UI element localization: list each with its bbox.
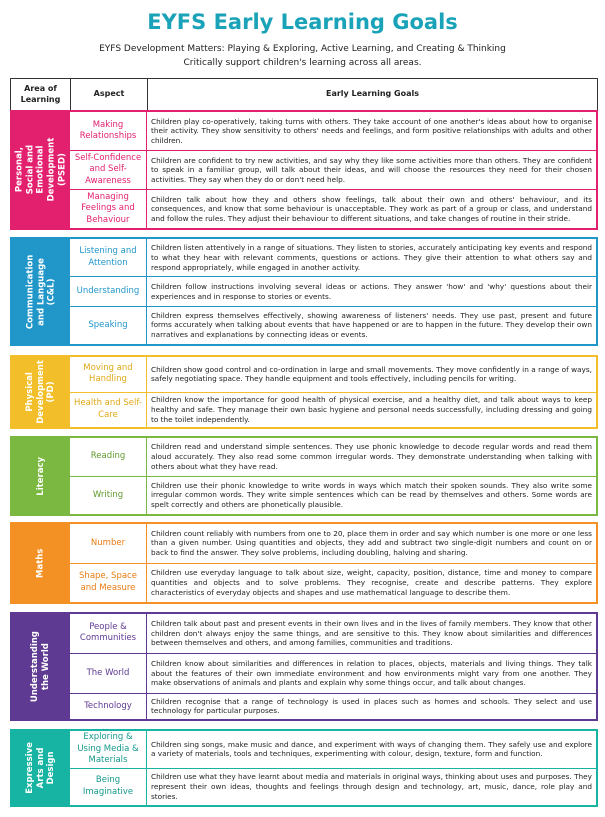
aspect-label: Self-Confidence and Self-Awareness [70,151,147,189]
goal-text: Children read and understand simple sentences. They use phonic knowledge to decode regular words and read them aloud accurately. They also read some common irregular words. They demonstrate understanding when talking with others about what they have read. [151,442,592,471]
goal-text: Children know the importance for good health of physical exercise, and a healthy diet, and talk about ways to keep healthy and safe. They manage their own basic hygiene and personal needs successfully, including dressing and going to the toilet independently. [151,395,592,424]
goal-text: Children use their phonic knowledge to write words in ways which match their spoken sounds. They also write some irregular common words. They write simple sentences which can be read by themselves and others. Some words are spelt correctly and others are phonetically plausible. [151,480,592,510]
table-row [70,768,596,806]
table-row [70,392,596,428]
goal-text: Children use what they have learnt about media and materials in original ways, thinking about uses and purposes. They represent their own ideas, thoughts and feelings through design and technology, art, music, dance, role play and stories. [151,772,592,801]
table-row [70,306,596,344]
aspect-label: Making Relationships [70,112,147,150]
goal-text: Children talk about past and present events in their own lives and in the lives of family members. They know that other children don't always enjoy the same things, and are sensitive to this. They know about similarities and differences between themselves and others, and among families, communities and traditions. [151,619,592,648]
section-ead [10,729,598,807]
aspect-label: Managing Feelings and Behaviour [70,190,147,228]
goal-text: Children sing songs, make music and dance, and experiment with ways of changing them. They safely use and explore a variety of materials, tools and techniques, experimenting with colour, design, texture, form and function. [151,739,592,759]
table-row [70,731,596,768]
table-row [70,239,596,276]
header-goals: Early Learning Goals [325,89,420,99]
goal-text: Children express themselves effectively, showing awareness of listeners' needs. They use past, present and future forms accurately when talking about events that have happened or are to happen in the future. They develop their own narratives and explanations by connecting ideas or events. [151,310,592,340]
goal-text: Children listen attentively in a range of situations. They listen to stories, accurately anticipating key events and respond to what they hear with relevant comments, questions or actions. They give their attention to what others say and respond appropriately, while engaged in another activity. [151,243,592,272]
section-literacy [10,436,598,516]
header-aspect: Aspect [71,79,148,110]
goal-text: Children know about similarities and differences in relation to places, objects, materials and living things. They talk about the features of their own immediate environment and how environments might vary from one another. They make observations of animals and plants and explain why some things occur, and talk about changes. [151,658,592,688]
goal-text: Children talk about how they and others show feelings, talk about their own and others' behaviour, and its consequences, and know that some behaviour is unacceptable. They work as part of a group or class, and understand and follow the rules. They adjust their behaviour to different situations, and take changes of routine in their stride. [151,194,592,223]
section-cl [10,237,598,346]
aspect-label: The World [70,654,147,693]
aspect-label: Shape, Space and Measure [70,564,147,603]
table-row [70,112,596,150]
goal-text: Children are confident to try new activities, and say why they like some activities more than others. They are confident to speak in a familiar group, will talk about their ideas, and will choose the resources they need for their chosen activities. They say when they do or don't need help. [151,155,592,184]
header-area: Area of Learning [11,79,71,110]
aspect-label: Number [70,524,147,563]
table-row [70,524,596,563]
table-row [70,150,596,189]
area-label-psed: Personal, Social and Emotional Development (PSED) [12,112,70,228]
table-row [70,563,596,603]
subtitle-line-1: EYFS Development Matters: Playing & Exploring, Active Learning, and Creating & Thinking [99,44,506,54]
aspect-label: Speaking [70,307,147,344]
table-row [70,276,596,305]
area-label-uw: Understanding the World [12,614,70,719]
page-title: EYFS Early Learning Goals [147,10,458,34]
subtitle-line-2: Critically support children's learning across all areas. [183,58,422,68]
goal-text: Children count reliably with numbers from one to 20, place them in order and say which number is one more or one less than a given number. Using quantities and objects, they add and subtract two single-digit numbers and count on or back to find the answer. They solve problems, including doubling, halving and sharing. [151,528,592,558]
area-label-pd: Physical Development (PD) [12,357,70,427]
area-label-ead: Expressive Arts and Design [12,731,70,805]
section-pd [10,355,598,429]
section-psed [10,110,598,230]
section-maths [10,522,598,604]
table-row [70,357,596,392]
goal-text: Children follow instructions involving several ideas or actions. They answer 'how' and 'why' questions about their experiences and in response to stories or events. [151,281,592,301]
aspect-label: Exploring & Using Media & Materials [70,731,147,768]
area-label-maths: Maths [12,524,70,602]
aspect-label: Moving and Handling [70,357,147,392]
goal-text: Children show good control and co-ordination in large and small movements. They move confidently in a range of ways, safely negotiating space. They handle equipment and tools effectively, including pencils for writing. [151,364,592,384]
goal-text: Children use everyday language to talk about size, weight, capacity, position, distance, time and money to compare quantities and objects and to solve problems. They recognise, create and describe patterns. They explore characteristics of everyday objects and shapes and use mathematical language to describe them. [151,568,592,597]
aspect-label: Listening and Attention [70,239,147,276]
table-row [70,438,596,476]
goal-text: Children play co-operatively, taking turns with others. They take account of one another's ideas about how to organise their activity. They show sensitivity to others' needs and feelings, and form positive relationships with adults and other children. [151,116,592,145]
area-label-cl: Communication and Language (C&L) [12,239,70,344]
table-row [70,653,596,693]
table-row [70,693,596,719]
aspect-label: Being Imaginative [70,769,147,806]
aspect-label: People & Communities [70,614,147,653]
aspect-label: Reading [70,438,147,476]
table-row [70,189,596,228]
area-label-literacy: Literacy [12,438,70,514]
table-header [10,78,598,111]
table-row [70,614,596,653]
aspect-label: Technology [70,694,147,719]
table-row [70,476,596,515]
aspect-label: Health and Self-Care [70,393,147,428]
goal-text: Children recognise that a range of technology is used in places such as homes and schools. They select and use technology for particular purposes. [151,696,592,716]
aspect-label: Understanding [70,277,147,305]
aspect-label: Writing [70,477,147,515]
section-uw [10,612,598,721]
